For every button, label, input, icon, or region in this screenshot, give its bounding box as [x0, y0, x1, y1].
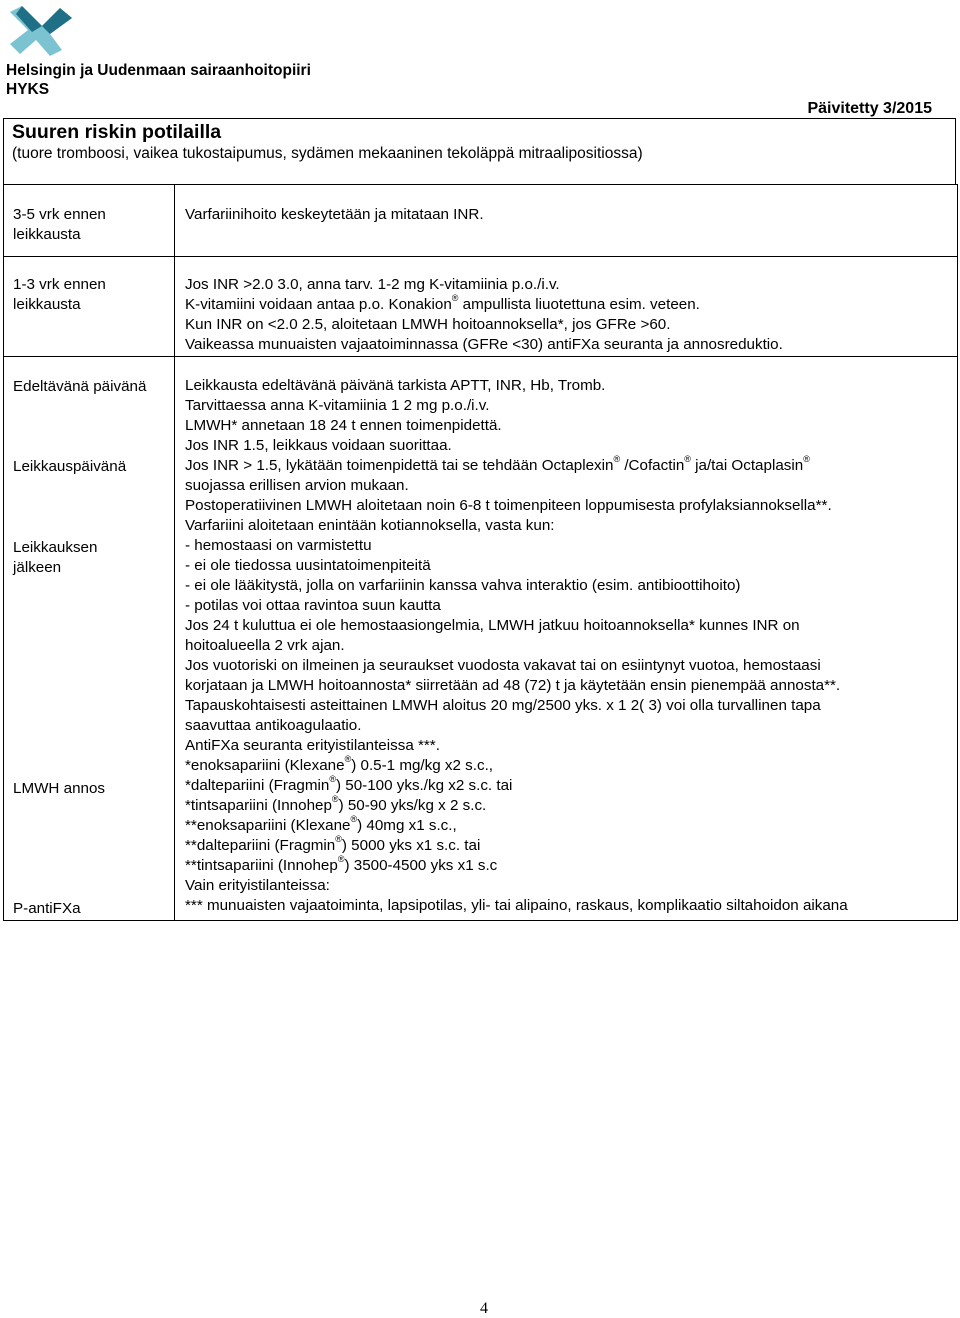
text-line: Jos INR 1.5, leikkaus voidaan suorittaa. — [185, 437, 452, 454]
page-title: Suuren riskin potilailla — [12, 121, 222, 143]
text-line: - hemostaasi on varmistettu — [185, 537, 372, 554]
row-label-cell — [4, 357, 175, 921]
text-line: Tarvittaessa anna K-vitamiinia 1 2 mg p.o./i.v. — [185, 397, 490, 414]
row-label: leikkausta — [13, 226, 81, 243]
treatment-table — [3, 184, 958, 921]
text-line: Kun INR on <2.0 2.5, aloitetaan LMWH hoitoannoksella*, jos GFRe >60. — [185, 316, 671, 333]
text-line: LMWH* annetaan 18 24 t ennen toimenpidettä. — [185, 417, 502, 434]
text-line: saavuttaa antikoagulaatio. — [185, 717, 362, 734]
text-line: Varfariinihoito keskeytetään ja mitataan INR. — [185, 206, 484, 223]
text-line: Jos vuotoriski on ilmeinen ja seuraukset vuodosta vakavat tai on esiintynyt vuotoa, hemostaasi — [185, 657, 821, 674]
hus-logo — [6, 4, 76, 56]
text-line: *tintsapariini (Innohep®) 50-90 yks/kg x 2 s.c. — [185, 794, 487, 814]
updated-date: Päivitetty 3/2015 — [807, 100, 932, 117]
page-number: 4 — [480, 1300, 488, 1317]
table-row — [4, 357, 958, 921]
row-content-cell — [175, 185, 958, 257]
organization-abbreviation: HYKS — [6, 81, 50, 98]
row-label: Edeltävänä päivänä — [13, 378, 147, 395]
text-line: suojassa erillisen arvion mukaan. — [185, 477, 409, 494]
text-line: Varfariini aloitetaan enintään kotiannoksella, vasta kun: — [185, 517, 555, 534]
table-row — [4, 257, 958, 357]
text-line: korjataan ja LMWH hoitoannosta* siirretään ad 48 (72) t ja käytetään ensin pienempää annosta**. — [185, 677, 841, 694]
row-label: P-antiFXa — [13, 900, 81, 917]
organization-name: Helsingin ja Uudenmaan sairaanhoitopiiri — [6, 62, 311, 79]
text-line: **enoksapariini (Klexane®) 40mg x1 s.c., — [185, 814, 457, 834]
text-line: *daltepariini (Fragmin®) 50-100 yks./kg x2 s.c. tai — [185, 774, 513, 794]
row-label: Leikkauksen — [13, 539, 98, 556]
table-row — [4, 185, 958, 257]
row-label-cell — [4, 185, 175, 257]
text-line: Tapauskohtaisesti asteittainen LMWH aloitus 20 mg/2500 yks. x 1 2( 3) voi olla turvallinen tapa — [185, 697, 821, 714]
text-line: Leikkausta edeltävänä päivänä tarkista APTT, INR, Hb, Tromb. — [185, 377, 606, 394]
row-label: leikkausta — [13, 296, 81, 313]
text-line: AntiFXa seuranta erityistilanteissa ***. — [185, 737, 440, 754]
row-label: 3-5 vrk ennen — [13, 206, 106, 223]
text-line: hoitoalueella 2 vrk ajan. — [185, 637, 345, 654]
row-content-cell — [175, 357, 958, 921]
row-label: LMWH annos — [13, 780, 106, 797]
text-line: *enoksapariini (Klexane®) 0.5-1 mg/kg x2 s.c., — [185, 754, 494, 774]
row-label-cell — [4, 257, 175, 357]
row-content-cell — [175, 257, 958, 357]
text-line: K-vitamiini voidaan antaa p.o. Konakion® ampullista liuotettuna esim. veteen. — [185, 293, 700, 313]
row-label: 1-3 vrk ennen — [13, 276, 106, 293]
text-line: **tintsapariini (Innohep®) 3500-4500 yks x1 s.c — [185, 854, 498, 874]
registered-mark: ® — [451, 293, 459, 303]
text-line: - ei ole lääkitystä, jolla on varfariinin kanssa vahva interaktio (esim. antibioottihoito) — [185, 577, 741, 594]
text-line: *** munuaisten vajaatoiminta, lapsipotilas, yli- tai alipaino, raskaus, komplikaatio siltahoidon aikana — [185, 897, 848, 914]
text-line: Jos 24 t kuluttua ei ole hemostaasiongelmia, LMWH jatkuu hoitoannoksella* kunnes INR on — [185, 617, 800, 634]
page-subtitle: (tuore tromboosi, vaikea tukostaipumus, sydämen mekaaninen tekoläppä mitraalipositiossa) — [12, 145, 643, 162]
row-label: jälkeen — [13, 559, 62, 576]
row-label: Leikkauspäivänä — [13, 458, 127, 475]
text-line: - potilas voi ottaa ravintoa suun kautta — [185, 597, 441, 614]
text-line: Jos INR >2.0 3.0, anna tarv. 1-2 mg K-vitamiinia p.o./i.v. — [185, 276, 560, 293]
text-line: - ei ole tiedossa uusintatoimenpiteitä — [185, 557, 431, 574]
text-line: Postoperatiivinen LMWH aloitetaan noin 6-8 t toimenpiteen loppumisesta profylaksiannoksella**. — [185, 497, 832, 514]
text-line: Jos INR > 1.5, lykätään toimenpidettä tai se tehdään Octaplexin® /Cofactin® ja/tai Octaplasin® — [185, 454, 810, 474]
text-line: Vaikeassa munuaisten vajaatoiminnassa (GFRe <30) antiFXa seuranta ja annosreduktio. — [185, 336, 783, 353]
text-line: **daltepariini (Fragmin®) 5000 yks x1 s.c. tai — [185, 834, 481, 854]
text-line: Vain erityistilanteissa: — [185, 877, 330, 894]
